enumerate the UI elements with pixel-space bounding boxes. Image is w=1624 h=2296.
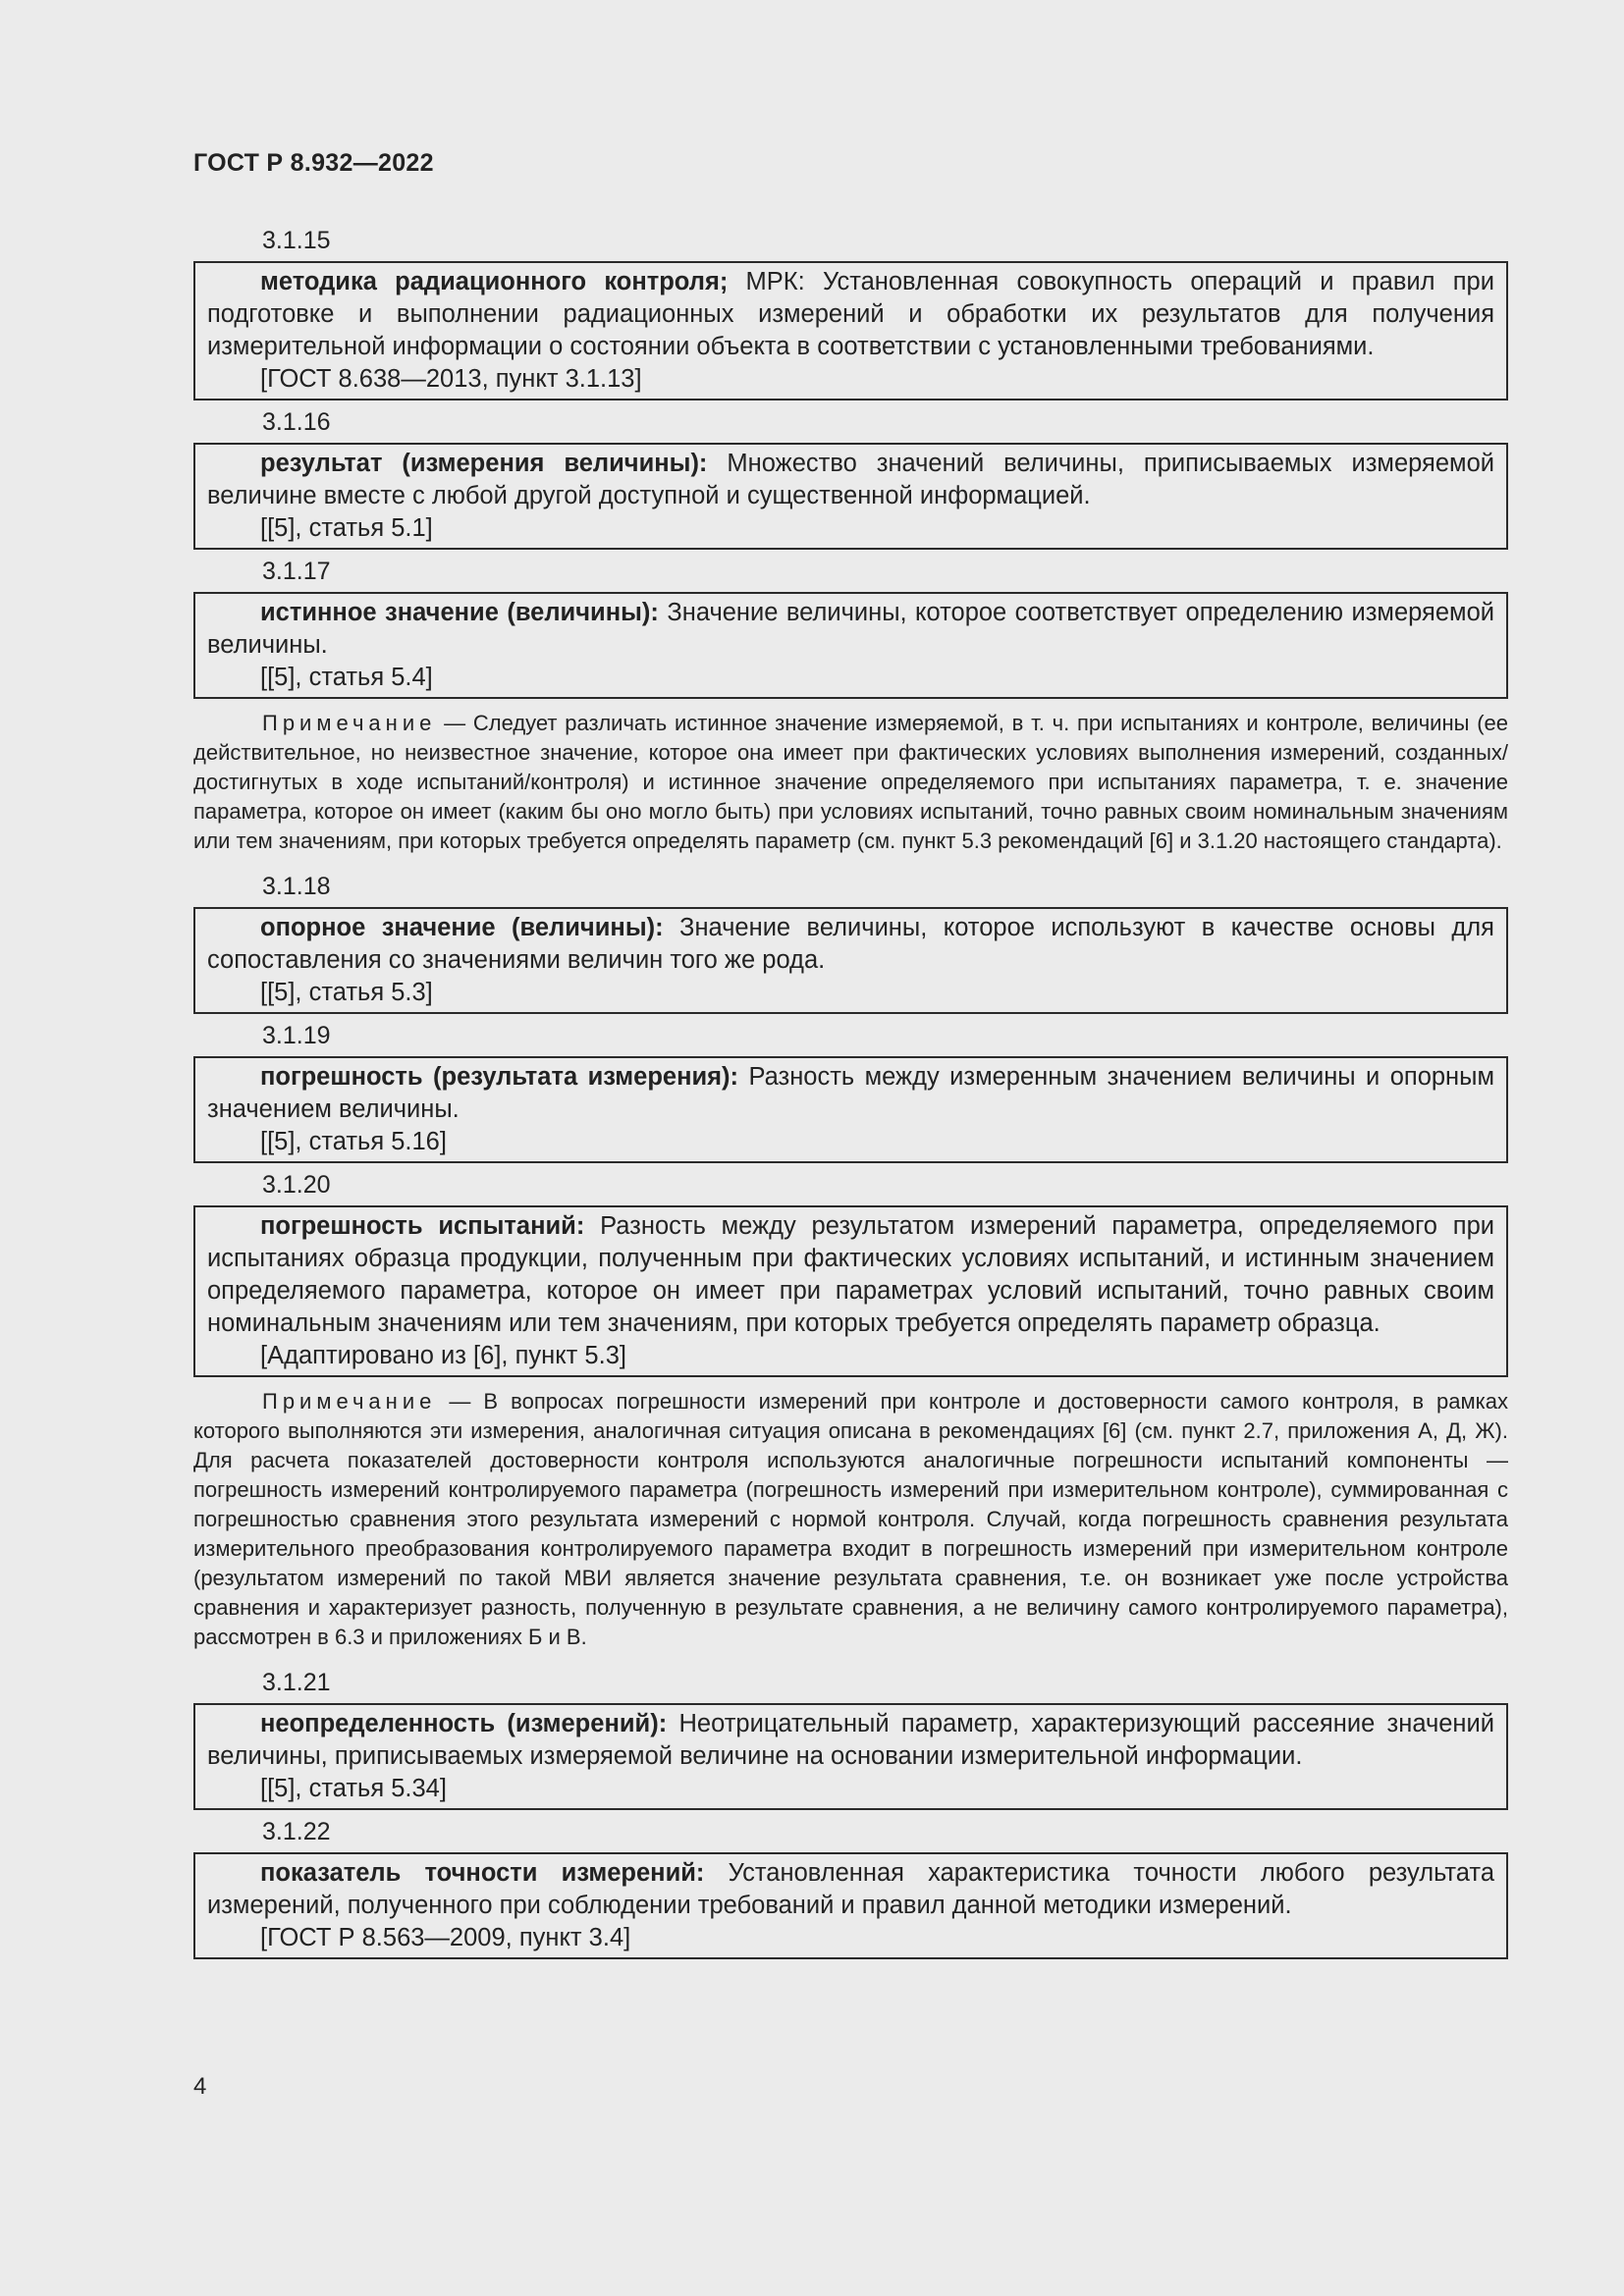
term-entry-box — [193, 592, 1508, 699]
note-paragraph — [193, 709, 1508, 856]
term-definition — [207, 597, 1494, 662]
term-definition — [207, 1061, 1494, 1126]
term-entry-box — [193, 261, 1508, 400]
definition-text: Разность между измеренным значением величины и опорным значением величины. — [207, 1063, 1494, 1123]
term-definition — [207, 266, 1494, 363]
term-definition — [207, 448, 1494, 512]
entry-number: 3.1.17 — [262, 558, 331, 585]
term-name: истинное значение (величины): — [260, 599, 659, 626]
term-entry-box — [193, 907, 1508, 1014]
standard-code-header: ГОСТ Р 8.932—2022 — [193, 149, 434, 177]
entry-number: 3.1.21 — [262, 1669, 331, 1696]
definition-text: Значение величины, которое используют в качестве основы для сопоставления со значениями величин того же рода. — [207, 914, 1494, 974]
term-source: [[5], статья 5.34] — [260, 1775, 447, 1802]
term-name: результат (измерения величины): — [260, 450, 708, 477]
term-source: [Адаптировано из [6], пункт 5.3] — [260, 1342, 626, 1369]
definition-text: Значение величины, которое соответствует определению измеряемой величины. — [207, 599, 1494, 659]
entry-number: 3.1.16 — [262, 408, 331, 436]
term-name: опорное значение (величины): — [260, 914, 664, 941]
note-label: Примечание — [262, 1389, 437, 1414]
terms-content — [193, 224, 1508, 1964]
entry-number: 3.1.19 — [262, 1022, 331, 1049]
term-name: погрешность испытаний: — [260, 1212, 585, 1240]
entry-number: 3.1.22 — [262, 1818, 331, 1845]
definition-text: Разность между результатом измерений параметра, определяемого при испытаниях образца продукции, полученным при фактических условиях испытаний, и истинным значением определяемого параметра, которое он имеет при параметрах условий испытаний, точно равных своим номинальным значениям или тем значениям, при которых требуется определять параметр образца. — [207, 1212, 1495, 1337]
term-name: показатель точности измерений: — [260, 1859, 705, 1887]
term-entry-box — [193, 1056, 1508, 1163]
term-entry-box — [193, 443, 1508, 550]
term-name: методика радиационного контроля; — [260, 268, 729, 295]
definition-text: Неотрицательный параметр, характеризующий рассеяние значений величины, приписываемых измеряемой величине на основании измерительной информации. — [207, 1710, 1494, 1770]
term-name: погрешность (результата измерения): — [260, 1063, 739, 1091]
definition-text: МРК: Установленная совокупность операций и правил при подготовке и выполнении радиационных измерений и обработки их результатов для получения измерительной информации о состоянии объекта в соответствии с установленными требованиями. — [207, 268, 1494, 360]
entry-number: 3.1.15 — [262, 227, 331, 254]
term-source: [[5], статья 5.4] — [260, 664, 433, 691]
note-label: Примечание — [262, 711, 437, 735]
term-definition — [207, 1857, 1494, 1922]
term-entry-box — [193, 1703, 1508, 1810]
term-entry-box — [193, 1205, 1508, 1377]
term-source: [[5], статья 5.1] — [260, 514, 433, 542]
term-source: [[5], статья 5.16] — [260, 1128, 447, 1155]
definition-text: Установленная характеристика точности любого результата измерений, полученного при соблюдении требований и правил данной методики измерений. — [207, 1859, 1495, 1919]
note-paragraph — [193, 1387, 1508, 1652]
note-text: — В вопросах погрешности измерений при контроле и достоверности самого контроля, в рамках которого выполняются эти измерения, аналогичная ситуация описана в рекомендациях [6] (см. пункт 2.7, приложения А, Д, Ж). Для расчета показателей достоверности контроля используются аналогичные погрешности испытаний компоненты — погрешность измерений контролируемого параметра (погрешность измерений при измерительном контроле), суммированная с погрешностью сравнения этого результата измерений с нормой контроля. Случай, когда погрешность сравнения результата измерительного преобразования контролируемого параметра входит в погрешность измерений при измерительном контроле (результатом измерений по такой МВИ является значение результата сравнения, т.е. он возникает уже после устройства сравнения и характеризует разность, полученную в результате сравнения, а не величину самого контролируемого параметра), рассмотрен в 6.3 и приложениях Б и В. — [193, 1389, 1508, 1649]
term-source: [ГОСТ 8.638—2013, пункт 3.1.13] — [260, 365, 642, 393]
term-definition — [207, 912, 1494, 977]
definition-text: Множество значений величины, приписываемых измеряемой величине вместе с любой другой доступной и существенной информацией. — [207, 450, 1494, 509]
term-source: [[5], статья 5.3] — [260, 979, 433, 1006]
term-entry-box — [193, 1852, 1508, 1959]
page-number: 4 — [193, 2073, 207, 2100]
term-source: [ГОСТ Р 8.563—2009, пункт 3.4] — [260, 1924, 631, 1951]
term-name: неопределенность (измерений): — [260, 1710, 668, 1737]
note-text: — Следует различать истинное значение измеряемой, в т. ч. при испытаниях и контроле, величины (ее действительное, но неизвестное значение, которое она имеет при фактических условиях выполнения измерений, созданных/достигнутых в ходе испытаний/контроля) и истинное значение определяемого при испытаниях параметра, т. е. значение параметра, которое он имеет (каким бы оно могло быть) при условиях испытаний, точно равных своим номинальным значениям или тем значениям, при которых требуется определять параметр (см. пункт 5.3 рекомендаций [6] и 3.1.20 настоящего стандарта). — [193, 711, 1508, 853]
entry-number: 3.1.18 — [262, 873, 331, 900]
term-definition — [207, 1210, 1494, 1340]
term-definition — [207, 1708, 1494, 1773]
entry-number: 3.1.20 — [262, 1171, 331, 1199]
